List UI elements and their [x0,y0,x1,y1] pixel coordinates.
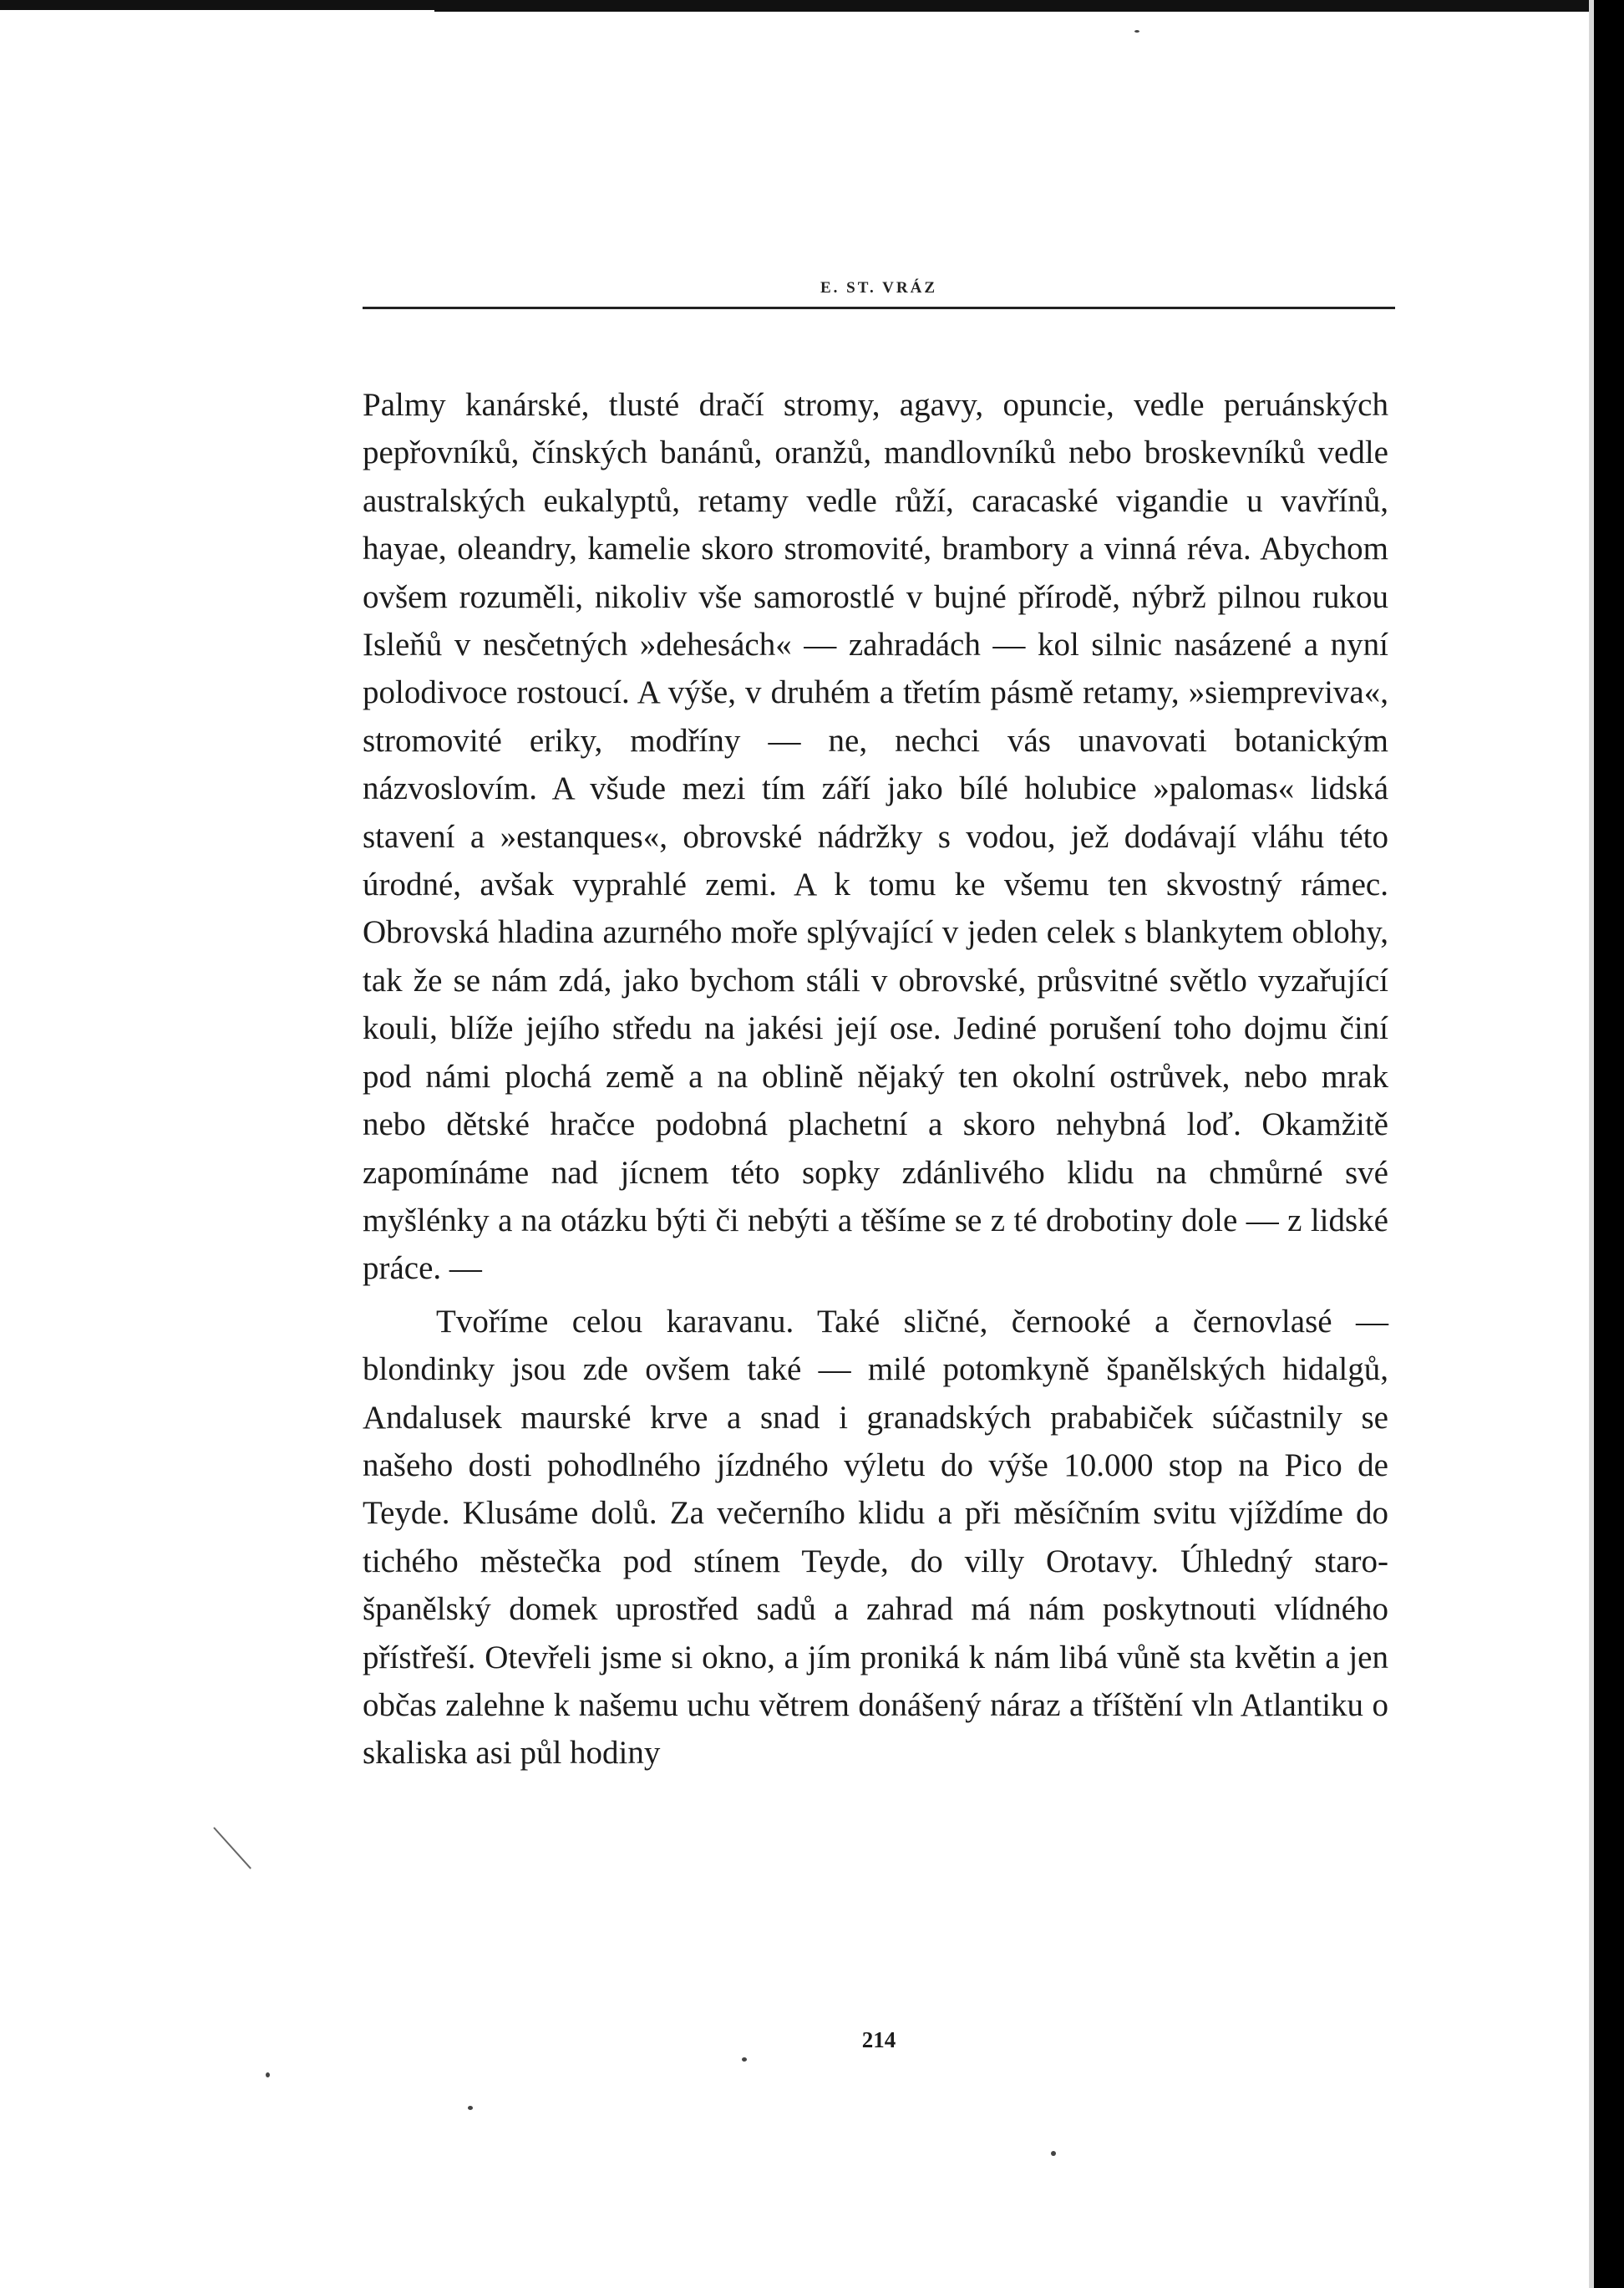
paragraph-1: Palmy kanárské, tlusté dračí stromy, agavy, opuncie, vedle peruánských pepřovníků, čínských banánů, oranžů, mandlovníků nebo broskevníků vedle australských eukalyptů, retamy vedle růží, caracaské vigandie u vavřínů, hayae, oleandry, kamelie skoro stromovité, brambory a vinná réva. Abychom ovšem rozuměli, nikoliv vše samorostlé v bujné přírodě, nýbrž pilnou rukou Isleňů v nesčetných »dehesách« — zahradách — kol silnic nasázené a nyní polodivoce rostoucí. A výše, v druhém a třetím pásmě retamy, »siempreviva«, stromovité eriky, modříny — ne, nechci vás unavovati botanickým názvoslovím. A všude mezi tím září jako bílé holubice »palomas« lidská stavení a »estanques«, obrovské nádržky s vodou, jež dodávají vláhu této úrodné, avšak vyprahlé zemi. A k tomu ke všemu ten skvostný rámec. Obrovská hladina azurného moře splývající v jeden celek s blankytem oblohy, tak že se nám zdá, jako bychom stáli v obrovské, průsvitné světlo vyzařující kouli, blíže jejího středu na jakési její ose. Jediné porušení toho dojmu činí pod námi plochá země a na oblině nějaký ten okolní ostrůvek, nebo mrak nebo dětské hračce podobná plachetní a skoro nehybná loď. Okamžitě zapomínáme nad jícnem této sopky zdánlivého klidu na chmůrné své myšlénky a na otázku býti či nebýti a těšíme se z té drobotiny dole — z lidské práce. — [363,387,1388,1287]
page-right-border [1594,0,1624,2288]
body-text [363,381,1388,1777]
paper-scratch-mark [213,1827,251,1869]
page-number: 214 [861,2027,896,2052]
page-top-border-gap [0,10,434,13]
paper-speck [468,2106,473,2110]
paper-speck [742,2057,747,2062]
paper-speck [266,2072,270,2077]
paper-speck [1051,2151,1056,2156]
header-rule [363,307,1395,309]
paragraph-2: Tvoříme celou karavanu. Také sličné, černooké a černovlasé — blondinky jsou zde ovšem také — milé potomkyně španělských hidalgů, Andalusek maurské krve a snad i granadských prababiček súčastnily se našeho dosti pohodlného jízdného výletu do výše 10.000 stop na Pico de Teyde. Klusáme dolů. Za večerního klidu a při měsíčním svitu vjíždíme do tichého městečka pod stínem Teyde, do villy Orotavy. Úhledný staro-španělský domek uprostřed sadů a zahrad má nám poskytnouti vlídného přístřeší. Otevřeli jsme si okno, a jím proniká k nám libá vůně sta květin a jen občas zalehne k našemu uchu větrem donášený náraz a tříštění vln Atlantiku o skaliska asi půl hodiny [363,1303,1388,1772]
running-head: E. ST. VRÁZ [820,279,937,297]
paper-speck [1134,30,1139,33]
